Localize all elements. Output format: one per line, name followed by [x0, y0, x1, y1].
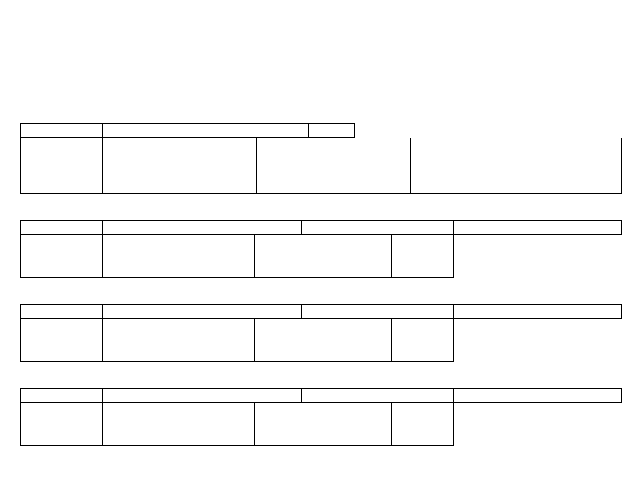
- bs-wt-cell: [201, 172, 257, 194]
- spacer-cell: [302, 305, 348, 319]
- notes-header: [454, 221, 622, 235]
- sets-reps-header: [257, 138, 309, 152]
- table-row: [21, 151, 622, 172]
- bs-sets-cell: [103, 340, 149, 362]
- spacer-cell: [255, 305, 302, 319]
- bs-pct-cell: [149, 403, 193, 425]
- fs-pct-cell: [302, 319, 348, 341]
- spacer-cell: [411, 138, 622, 152]
- notes-header: [454, 305, 622, 319]
- week-table: [20, 220, 622, 278]
- pct-header: [155, 138, 201, 152]
- fs-pct-cell: [302, 403, 348, 425]
- front-squat-header: [348, 305, 454, 319]
- day-cell: [21, 151, 103, 172]
- fs-pct-cell: [309, 172, 355, 194]
- fs-wt-cell: [348, 319, 392, 341]
- fs-wt-cell: [348, 403, 392, 425]
- spacer-cell: [103, 305, 149, 319]
- notes-header: [309, 124, 355, 138]
- bs-pct-cell: [149, 424, 193, 446]
- fs-wt-cell: [348, 424, 392, 446]
- week-table: [20, 304, 622, 362]
- spacer-cell: [255, 221, 302, 235]
- fs-sets-cell: [255, 235, 302, 257]
- fs-sets-cell: [255, 403, 302, 425]
- note-cell: [392, 319, 454, 341]
- day-cell: [21, 403, 103, 425]
- spacer-cell: [103, 221, 149, 235]
- bs-wt-cell: [193, 235, 255, 257]
- bs-wt-cell: [201, 151, 257, 172]
- front-squat-header: [348, 389, 454, 403]
- day-cell: [21, 235, 103, 257]
- back-squat-header: [149, 389, 255, 403]
- week-header-row: [21, 389, 622, 403]
- bs-sets-cell: [103, 172, 155, 194]
- fs-sets-cell: [255, 424, 302, 446]
- fs-pct-cell: [302, 235, 348, 257]
- bs-sets-cell: [103, 256, 149, 278]
- table-row: [21, 403, 622, 425]
- bs-sets-cell: [103, 151, 155, 172]
- note-cell: [392, 256, 454, 278]
- note-cell: [392, 403, 454, 425]
- note-cell: [411, 151, 622, 172]
- bs-wt-cell: [193, 319, 255, 341]
- fs-sets-cell: [255, 256, 302, 278]
- fs-wt-cell: [348, 235, 392, 257]
- week-header-row: [21, 305, 622, 319]
- day-cell: [21, 340, 103, 362]
- week-label: [21, 221, 103, 235]
- note-cell: [411, 172, 622, 194]
- spacer-cell: [302, 389, 348, 403]
- bs-wt-cell: [193, 340, 255, 362]
- week-label: [21, 389, 103, 403]
- week-table: [20, 123, 622, 194]
- day-cell: [21, 424, 103, 446]
- week-table: [20, 388, 622, 446]
- fs-pct-cell: [302, 256, 348, 278]
- notes-header: [454, 389, 622, 403]
- bs-wt-cell: [193, 403, 255, 425]
- bs-sets-cell: [103, 319, 149, 341]
- bs-sets-cell: [103, 403, 149, 425]
- note-cell: [392, 235, 454, 257]
- note-cell: [392, 424, 454, 446]
- table-row: [21, 424, 622, 446]
- spacer-cell: [257, 124, 309, 138]
- table-row: [21, 172, 622, 194]
- back-squat-header: [103, 124, 257, 138]
- spacer-cell: [255, 389, 302, 403]
- fs-pct-cell: [302, 340, 348, 362]
- bs-wt-cell: [193, 424, 255, 446]
- back-squat-header: [149, 305, 255, 319]
- day-cell: [21, 172, 103, 194]
- bs-wt-cell: [193, 256, 255, 278]
- note-cell: [392, 340, 454, 362]
- fs-wt-cell: [348, 256, 392, 278]
- table-row: [21, 256, 622, 278]
- day-cell: [21, 256, 103, 278]
- fs-wt-cell: [355, 172, 411, 194]
- bs-pct-cell: [155, 172, 201, 194]
- fs-wt-cell: [355, 151, 411, 172]
- fs-pct-cell: [302, 424, 348, 446]
- week-header-row: [21, 124, 622, 138]
- bs-sets-cell: [103, 424, 149, 446]
- subheader-row: [21, 138, 622, 152]
- fs-sets-cell: [257, 151, 309, 172]
- week-label: [21, 305, 103, 319]
- bs-pct-cell: [155, 151, 201, 172]
- fs-pct-cell: [309, 151, 355, 172]
- sets-reps-header: [103, 138, 155, 152]
- spacer-cell: [103, 389, 149, 403]
- bs-pct-cell: [149, 340, 193, 362]
- fs-sets-cell: [255, 340, 302, 362]
- bs-pct-cell: [149, 235, 193, 257]
- back-squat-header: [149, 221, 255, 235]
- bs-pct-cell: [149, 319, 193, 341]
- fs-wt-cell: [348, 340, 392, 362]
- pct-header: [309, 138, 355, 152]
- day-cell: [21, 319, 103, 341]
- spacer-cell: [21, 138, 103, 152]
- bs-pct-cell: [149, 256, 193, 278]
- front-squat-header: [348, 221, 454, 235]
- fs-sets-cell: [257, 172, 309, 194]
- bs-sets-cell: [103, 235, 149, 257]
- wt-used-header: [201, 138, 257, 152]
- table-row: [21, 319, 622, 341]
- week-label: [21, 124, 103, 138]
- wt-used-header: [355, 138, 411, 152]
- table-row: [21, 340, 622, 362]
- week-header-row: [21, 221, 622, 235]
- fs-sets-cell: [255, 319, 302, 341]
- spacer-cell: [302, 221, 348, 235]
- table-row: [21, 235, 622, 257]
